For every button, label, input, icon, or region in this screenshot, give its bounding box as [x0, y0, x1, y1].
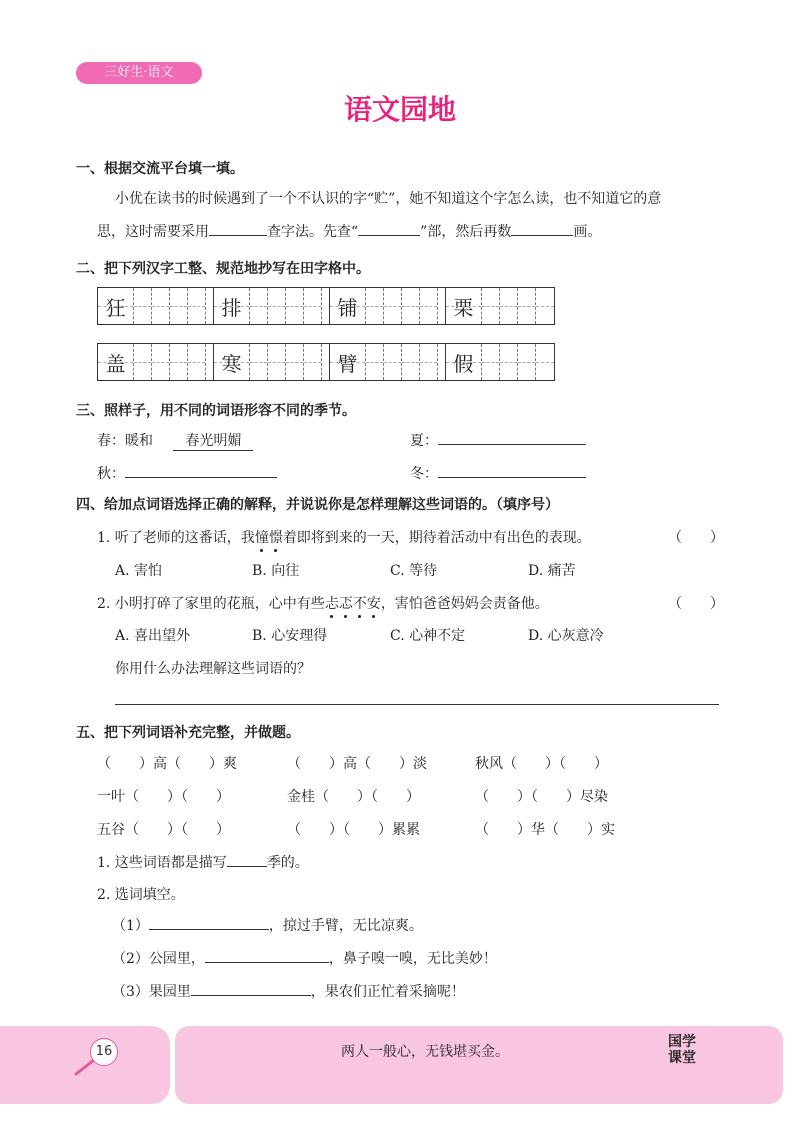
grid-cell[interactable]: [170, 288, 188, 324]
q2-option-c[interactable]: C. 心神不定: [390, 628, 466, 644]
grid-cell[interactable]: [268, 288, 286, 324]
page-number: 16: [90, 1038, 118, 1066]
grid-cell[interactable]: [500, 288, 518, 324]
idiom-r2-3[interactable]: （ ）（ ）尽染: [475, 789, 608, 805]
tianzige-row-2: [97, 343, 555, 381]
season-winter: [410, 463, 586, 483]
q1-option-a[interactable]: A. 害怕: [115, 563, 163, 579]
s5-q1-b: 季的。: [266, 855, 309, 871]
q1-option-c[interactable]: C. 等待: [390, 563, 438, 579]
section-1-heading: 一、根据交流平台填一填。: [76, 161, 244, 177]
fill-3-b: ，果农们正忙着采摘呢！: [310, 984, 465, 1000]
season-summer: [410, 430, 586, 450]
section-1-line1: 小优在读书的时候遇到了一个不认识的字“贮”，她不知道这个字怎么读，也不知道它的意: [115, 191, 662, 207]
brand-line-1: 国学: [668, 1034, 696, 1050]
grid-cell-model: 假: [446, 344, 482, 380]
season-spring: [97, 430, 253, 451]
grid-cell[interactable]: [286, 288, 304, 324]
q2-option-d[interactable]: D. 心灰意冷: [528, 628, 604, 644]
grid-cell[interactable]: [482, 344, 500, 380]
footer-brand: [668, 1034, 696, 1066]
grid-cell[interactable]: [286, 344, 304, 380]
brand-line-2: 课堂: [668, 1050, 696, 1066]
grid-cell[interactable]: [518, 288, 536, 324]
emphasis-char: 不: [352, 596, 367, 612]
grid-cell[interactable]: [250, 288, 268, 324]
grid-cell[interactable]: [420, 344, 438, 380]
idiom-r1-2[interactable]: （ ）高（ ）淡: [287, 756, 427, 772]
winter-blank[interactable]: [438, 463, 586, 478]
footer-quote: 两人一般心，无钱堪买金。: [341, 1044, 509, 1060]
idiom-r2-1[interactable]: 一叶（ ）（ ）: [97, 789, 230, 805]
fill-2-b: ，鼻子嗅一嗅，无比美妙！: [328, 951, 497, 967]
grid-cell[interactable]: [152, 344, 170, 380]
season-autumn: [97, 463, 277, 483]
s1-text-a: 思，这时需要采用: [97, 224, 209, 240]
spring-label: 春：暖和: [97, 433, 153, 449]
q2-answer-paren[interactable]: （ ）: [668, 596, 724, 612]
grid-cell[interactable]: [402, 288, 420, 324]
grid-cell-model: 寒: [214, 344, 250, 380]
grid-cell[interactable]: [500, 344, 518, 380]
grid-cell[interactable]: [482, 288, 500, 324]
s5-q1: [97, 852, 309, 872]
fill-1-a: （1）: [112, 918, 149, 934]
idiom-r3-2[interactable]: （ ）（ ）累累: [287, 822, 420, 838]
grid-cell[interactable]: [536, 344, 554, 380]
grid-cell-model: 狂: [98, 288, 134, 324]
grid-cell-model: 铺: [330, 288, 366, 324]
grid-cell[interactable]: [366, 344, 384, 380]
grid-cell[interactable]: [420, 288, 438, 324]
grid-cell-model: 排: [214, 288, 250, 324]
s5-fill-2: [112, 948, 497, 968]
q1-option-d[interactable]: D. 痛苦: [528, 563, 576, 579]
summer-label: 夏：: [410, 433, 438, 449]
q2-pre: 2. 小明打碎了家里的花瓶，心中有些: [97, 596, 325, 612]
emphasis-char: 忐: [324, 596, 339, 612]
idiom-r1-3[interactable]: 秋风（ ）（ ）: [475, 756, 608, 772]
grid-cell[interactable]: [366, 288, 384, 324]
idiom-r3-1[interactable]: 五谷（ ）（ ）: [97, 822, 230, 838]
grid-cell[interactable]: [250, 344, 268, 380]
s4-method-question: 你用什么办法理解这些词语的？: [115, 661, 311, 677]
grid-cell[interactable]: [384, 344, 402, 380]
autumn-blank[interactable]: [125, 463, 277, 478]
grid-cell[interactable]: [402, 344, 420, 380]
grid-cell-model: 臂: [330, 344, 366, 380]
section-3-heading: 三、照样子，用不同的词语形容不同的季节。: [76, 403, 356, 419]
fill-2-blank[interactable]: [205, 948, 329, 963]
grid-cell-model: 盖: [98, 344, 134, 380]
page-title: 语文园地: [343, 93, 456, 126]
q2-dotted-word: [325, 596, 381, 612]
grid-cell[interactable]: [536, 288, 554, 324]
s1-blank-radical[interactable]: [358, 221, 420, 236]
q2-stem: [97, 593, 549, 613]
s5-q1-blank[interactable]: [227, 852, 267, 867]
s5-fill-3: [112, 981, 465, 1001]
q2-option-a[interactable]: A. 喜出望外: [115, 628, 191, 644]
grid-cell[interactable]: [134, 344, 152, 380]
s1-text-d: 画。: [573, 224, 602, 240]
emphasis-char: 安: [366, 596, 381, 612]
fill-3-blank[interactable]: [191, 981, 311, 996]
grid-cell[interactable]: [152, 288, 170, 324]
section-1-line2: [97, 221, 601, 241]
s1-text-b: 查字法。先查“: [267, 224, 359, 240]
s5-q1-a: 1. 这些词语都是描写: [97, 855, 227, 871]
s1-blank-method[interactable]: [209, 221, 267, 236]
s5-q2: 2. 选词填空。: [97, 887, 185, 903]
emphasis-char: 憬: [268, 530, 283, 546]
spring-example: 春光明媚: [173, 430, 253, 451]
fill-3-a: （3）果园里: [112, 984, 191, 1000]
section-4-heading: 四、给加点词语选择正确的解释，并说说你是怎样理解这些词语的。（填序号）: [76, 497, 559, 513]
idiom-r1-1[interactable]: （ ）高（ ）爽: [97, 756, 237, 772]
grid-cell[interactable]: [268, 344, 286, 380]
q1-dotted-word: [255, 530, 283, 546]
s1-text-c: ”部，然后再数: [420, 224, 512, 240]
grid-cell[interactable]: [304, 288, 322, 324]
q1-option-b[interactable]: B. 向往: [252, 563, 300, 579]
emphasis-char: 憧: [254, 530, 269, 546]
winter-label: 冬：: [410, 466, 438, 482]
s5-fill-1: [112, 915, 423, 935]
q2-option-b[interactable]: B. 心安理得: [252, 628, 328, 644]
s1-blank-strokes[interactable]: [511, 221, 573, 236]
autumn-label: 秋：: [97, 466, 125, 482]
idiom-r3-3[interactable]: （ ）华（ ）实: [475, 822, 615, 838]
q1-pre: 1. 听了老师的这番话，我: [97, 530, 255, 546]
fill-1-blank[interactable]: [149, 915, 269, 930]
grid-cell[interactable]: [518, 344, 536, 380]
grid-cell[interactable]: [170, 344, 188, 380]
grid-cell[interactable]: [134, 288, 152, 324]
grid-cell[interactable]: [188, 344, 206, 380]
emphasis-char: 忑: [338, 596, 353, 612]
grid-cell[interactable]: [384, 288, 402, 324]
idiom-r2-2[interactable]: 金桂（ ）（ ）: [287, 789, 420, 805]
grid-cell[interactable]: [304, 344, 322, 380]
section-5-heading: 五、把下列词语补充完整，并做题。: [76, 725, 300, 741]
section-2-heading: 二、把下列汉字工整、规范地抄写在田字格中。: [76, 261, 370, 277]
summer-blank[interactable]: [438, 430, 586, 445]
grid-cell[interactable]: [188, 288, 206, 324]
grid-cell-model: 栗: [446, 288, 482, 324]
q1-answer-paren[interactable]: （ ）: [668, 530, 724, 546]
q1-stem: [97, 527, 591, 547]
fill-1-b: ，掠过手臂，无比凉爽。: [268, 918, 423, 934]
book-tag: 三好生·语文: [76, 62, 202, 84]
q2-post: ，害怕爸爸妈妈会责备他。: [380, 596, 549, 612]
s4-answer-line[interactable]: [115, 704, 719, 705]
q1-post: 着即将到来的一天，期待着活动中有出色的表现。: [282, 530, 591, 546]
fill-2-a: （2）公园里，: [112, 951, 205, 967]
tianzige-row-1: [97, 287, 555, 325]
